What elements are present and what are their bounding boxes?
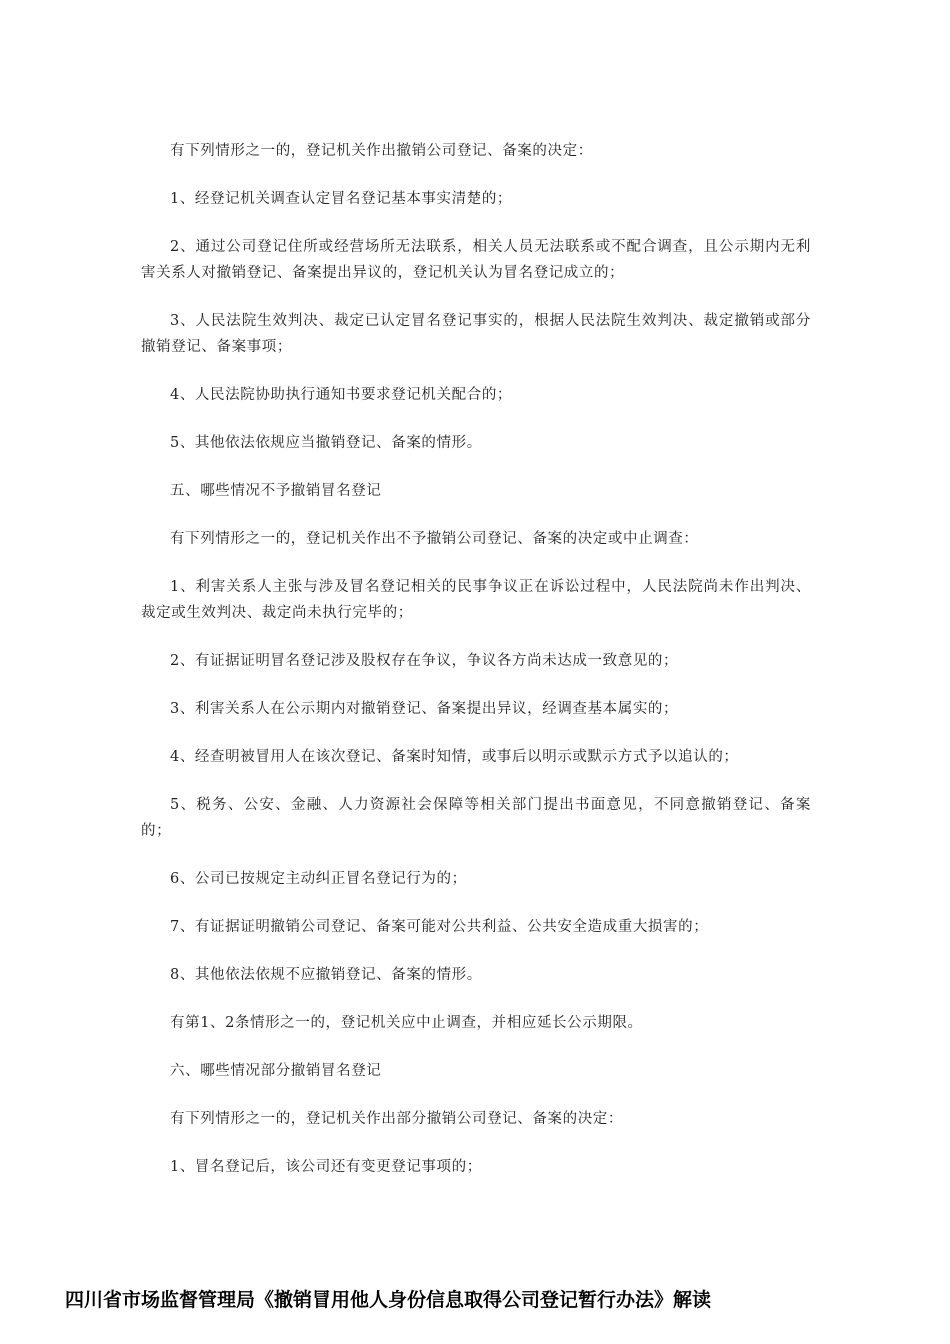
- paragraph-no-revoke-item-6: 6、公司已按规定主动纠正冒名登记行为的；: [170, 871, 467, 887]
- paragraph-no-revoke-item-1: 1、利害关系人主张与涉及冒名登记相关的民事争议正在诉讼过程中，人民法院尚未作出判决、裁定或生效判决、裁定尚未执行完毕的；: [141, 579, 811, 621]
- paragraph-partial-intro: 有下列情形之一的，登记机关作出部分撤销公司登记、备案的决定：: [170, 1111, 623, 1127]
- paragraph-decision-intro: 有下列情形之一的，登记机关作出撤销公司登记、备案的决定：: [170, 143, 593, 159]
- paragraph-no-revoke-item-5: 5、税务、公安、金融、人力资源社会保障等相关部门提出书面意见，不同意撤销登记、备案的；: [141, 797, 811, 839]
- paragraph-partial-item-1: 1、冒名登记后，该公司还有变更登记事项的；: [170, 1159, 482, 1175]
- paragraph-no-revoke-item-2: 2、有证据证明冒名登记涉及股权存在争议，争议各方尚未达成一致意见的；: [170, 653, 679, 669]
- paragraph-item-1: 1、经登记机关调查认定冒名登记基本事实清楚的；: [170, 191, 513, 207]
- paragraph-item-5: 5、其他依法依规应当撤销登记、备案的情形。: [170, 435, 482, 451]
- paragraph-item-2: 2、通过公司登记住所或经营场所无法联系，相关人员无法联系或不配合调查，且公示期内无利害关系人对撤销登记、备案提出异议的，登记机关认为冒名登记成立的；: [141, 239, 811, 281]
- section-heading-6: 六、哪些情况部分撤销冒名登记: [170, 1063, 382, 1079]
- paragraph-no-revoke-item-7: 7、有证据证明撤销公司登记、备案可能对公共利益、公共安全造成重大损害的；: [170, 919, 709, 935]
- paragraph-suspend-note: 有第1、2条情形之一的，登记机关应中止调查，并相应延长公示期限。: [170, 1015, 643, 1031]
- section-heading-5: 五、哪些情况不予撤销冒名登记: [170, 483, 382, 499]
- document-footer-title: 四川省市场监督管理局《撤销冒用他人身份信息取得公司登记暂行办法》解读: [65, 1289, 712, 1311]
- paragraph-item-3: 3、人民法院生效判决、裁定已认定冒名登记事实的，根据人民法院生效判决、裁定撤销或部分撤销登记、备案事项；: [141, 313, 811, 355]
- paragraph-no-revoke-item-8: 8、其他依法依规不应撤销登记、备案的情形。: [170, 967, 482, 983]
- paragraph-item-4: 4、人民法院协助执行通知书要求登记机关配合的；: [170, 387, 513, 403]
- paragraph-no-revoke-intro: 有下列情形之一的，登记机关作出不予撤销公司登记、备案的决定或中止调查：: [170, 531, 699, 547]
- paragraph-no-revoke-item-3: 3、利害关系人在公示期内对撤销登记、备案提出异议，经调查基本属实的；: [170, 701, 679, 717]
- paragraph-no-revoke-item-4: 4、经查明被冒用人在该次登记、备案时知情，或事后以明示或默示方式予以追认的；: [170, 749, 739, 765]
- document-body: [141, 138, 811, 1202]
